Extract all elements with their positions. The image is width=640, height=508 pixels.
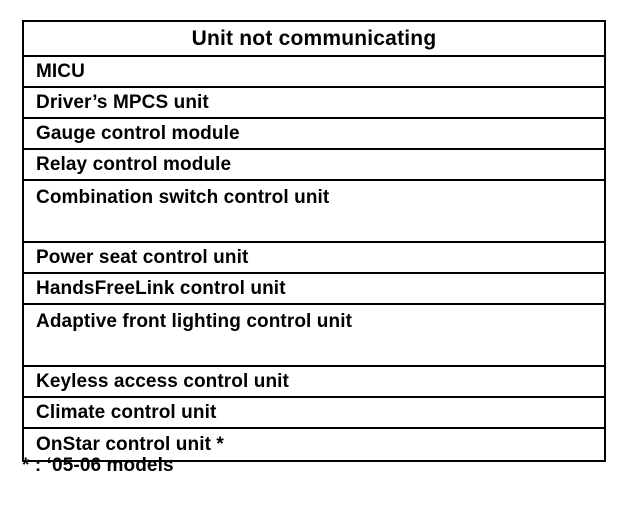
table-cell-label: Driver’s MPCS unit bbox=[36, 91, 209, 113]
table-row bbox=[24, 181, 604, 243]
table-row bbox=[24, 88, 604, 119]
table-cell-label: Adaptive front lighting control unit bbox=[36, 311, 353, 332]
table-row bbox=[24, 243, 604, 274]
table-cell-label: Relay control module bbox=[36, 153, 232, 175]
table-cell-label: Gauge control module bbox=[36, 122, 240, 144]
table-cell-label: Keyless access control unit bbox=[36, 370, 289, 392]
table-row bbox=[24, 305, 604, 367]
table-cell-label: Climate control unit bbox=[36, 401, 217, 423]
table-header-row bbox=[24, 22, 604, 57]
table-cell-label: MICU bbox=[36, 60, 85, 82]
table-row bbox=[24, 57, 604, 88]
table-row bbox=[24, 274, 604, 305]
table-cell-label: HandsFreeLink control unit bbox=[36, 277, 286, 299]
table-cell-label: OnStar control unit * bbox=[36, 433, 224, 455]
table-row bbox=[24, 150, 604, 181]
table-header-label: Unit not communicating bbox=[191, 26, 437, 50]
table-row bbox=[24, 119, 604, 150]
footnote: * : ‘05-06 models bbox=[22, 455, 174, 476]
table-cell-label: Combination switch control unit bbox=[36, 187, 330, 208]
table-row bbox=[24, 367, 604, 398]
table-cell-label: Power seat control unit bbox=[36, 246, 249, 268]
unit-not-communicating-table bbox=[22, 20, 606, 462]
table-row bbox=[24, 398, 604, 429]
